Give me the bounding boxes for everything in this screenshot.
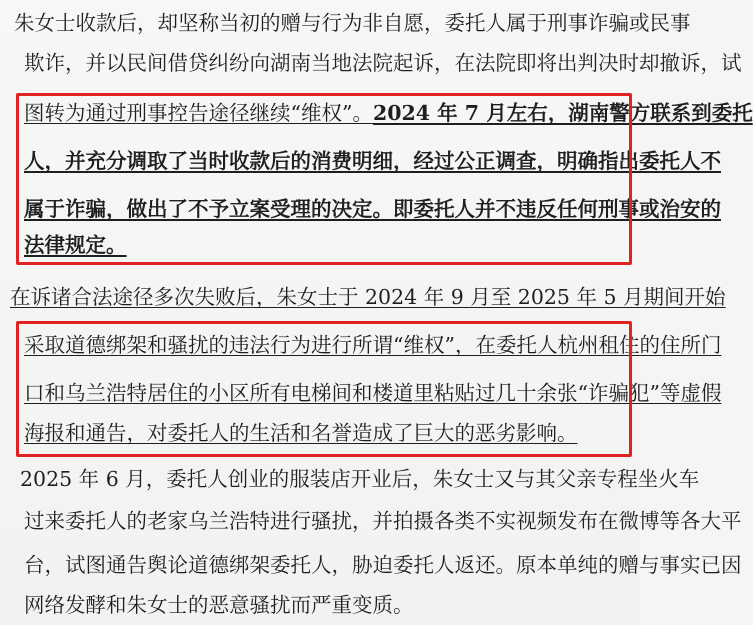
paragraph-3-line-3 xyxy=(24,548,742,582)
paragraph-3-line-4 xyxy=(24,588,664,622)
paragraph-1-line-5 xyxy=(24,192,721,226)
paragraph-2-line-2 xyxy=(24,328,722,362)
text-segment: 图转为通过刑事控告途径继续“维权”。 xyxy=(24,101,373,125)
underlined-segment: 采取道德绑架和骚扰的违法行为进行所谓“维权”，在委托人杭州租住的住所门 xyxy=(24,333,722,357)
bold-underlined-segment: 人，并充分调取了当时收款后的消费明细，经过公正调查，明确指出委托人不 xyxy=(24,149,721,173)
underlined-segment: 在诉诸合法途径多次失败后，朱女士于 2024 年 9 月至 2025 年 5 月期间开始 xyxy=(10,285,726,309)
text-segment: 台，试图通告舆论道德绑架委托人，胁迫委托人返还。原本单纯的赠与事实已因 xyxy=(24,553,742,577)
text-segment: 2025 年 6 月，委托人创业的服装店开业后，朱女士又与其父亲专程坐火车 xyxy=(20,467,700,491)
paragraph-1-line-1 xyxy=(14,6,691,40)
text-segment: 朱女士收款后，却坚称当初的赠与行为非自愿，委托人属于刑事诈骗或民事 xyxy=(14,11,691,35)
paragraph-1-line-2 xyxy=(24,46,742,80)
text-segment: 网络发酵和朱女士的恶意骚扰而严重变质。 xyxy=(24,593,414,617)
text-segment: 欺诈，并以民间借贷纠纷向湖南当地法院起诉，在法院即将出判决时却撤诉，试 xyxy=(24,51,742,75)
paragraph-2-line-1 xyxy=(10,280,726,314)
text-segment: 过来委托人的老家乌兰浩特进行骚扰，并拍摄各类不实视频发布在微博等各大平 xyxy=(24,509,742,533)
paragraph-1-line-6 xyxy=(24,228,664,262)
underlined-segment: 海报和通告，对委托人的生活和名誉造成了巨大的恶劣影响。 xyxy=(24,421,578,445)
paragraph-1-line-4 xyxy=(24,144,721,178)
bold-underlined-segment: 属于诈骗，做出了不予立案受理的决定。即委托人并不违反任何刑事或治安的 xyxy=(24,197,721,221)
paragraph-3-line-2 xyxy=(24,504,742,538)
paragraph-2-line-3 xyxy=(24,376,722,410)
paragraph-2-line-4 xyxy=(24,416,664,450)
bold-underlined-segment: 2024 年 7 月左右，湖南警方联系到委托 xyxy=(372,101,753,125)
bold-underlined-segment: 法律规定。 xyxy=(24,233,127,257)
underlined-segment: 口和乌兰浩特居住的小区所有电梯间和楼道里粘贴过几十余张“诈骗犯”等虚假 xyxy=(24,381,722,405)
paragraph-1-line-3 xyxy=(24,96,753,130)
paragraph-3-line-1 xyxy=(20,462,700,496)
